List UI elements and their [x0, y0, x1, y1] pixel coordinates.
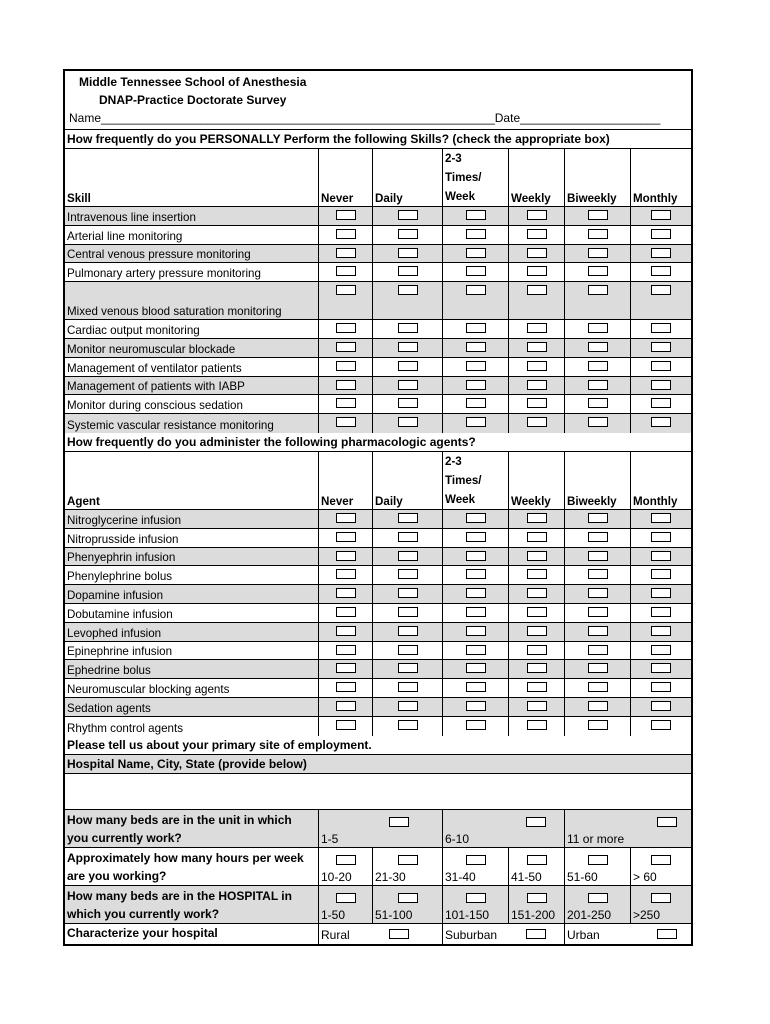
characterize-checkbox-suburban[interactable] — [526, 929, 546, 939]
agent-checkbox[interactable] — [398, 569, 418, 579]
col-biweekly: Biweekly — [565, 149, 631, 206]
skill-checkbox[interactable] — [527, 210, 547, 220]
agent-checkbox[interactable] — [336, 513, 356, 523]
skill-checkbox[interactable] — [336, 380, 356, 390]
characterize-row — [65, 924, 691, 944]
unit-beds-row — [65, 810, 691, 848]
agent-checkbox[interactable] — [651, 720, 671, 730]
skill-row — [65, 358, 691, 377]
name-field[interactable]: Name___________________________________________________________ — [69, 111, 495, 125]
hospital-beds-option: >250 — [633, 907, 661, 922]
skill-checkbox[interactable] — [651, 380, 671, 390]
unit-beds-option-11-more: 11 or more — [567, 831, 625, 846]
characterize-question: Characterize your hospital — [65, 924, 319, 944]
agent-checkbox[interactable] — [398, 682, 418, 692]
agent-label: Neuromuscular blocking agents — [65, 679, 319, 697]
agents-header-row — [65, 452, 691, 510]
agent-checkbox[interactable] — [527, 682, 547, 692]
agent-checkbox[interactable] — [336, 645, 356, 655]
agent-checkbox[interactable] — [398, 588, 418, 598]
col-never: Never — [319, 149, 373, 206]
skill-checkbox[interactable] — [588, 266, 608, 276]
skill-checkbox[interactable] — [398, 380, 418, 390]
agent-checkbox[interactable] — [527, 607, 547, 617]
characterize-option-urban: Urban — [567, 927, 600, 942]
skill-checkbox[interactable] — [651, 342, 671, 352]
skill-checkbox[interactable] — [466, 342, 486, 352]
skill-row — [65, 263, 691, 282]
col-biweekly: Biweekly — [565, 452, 631, 509]
agent-checkbox[interactable] — [588, 720, 608, 730]
col-2-3-times-week: 2-3 Times/ Week — [443, 452, 509, 509]
agent-column-header: Agent — [65, 452, 319, 509]
agent-checkbox[interactable] — [588, 682, 608, 692]
agent-label: Nitroglycerine infusion — [65, 510, 319, 528]
agent-checkbox[interactable] — [651, 663, 671, 673]
agent-row — [65, 585, 691, 604]
skill-checkbox[interactable] — [588, 323, 608, 333]
agent-checkbox[interactable] — [466, 513, 486, 523]
skill-checkbox[interactable] — [527, 285, 547, 295]
agent-label: Rhythm control agents — [65, 717, 319, 736]
skill-checkbox[interactable] — [527, 417, 547, 427]
agent-checkbox[interactable] — [588, 569, 608, 579]
col-monthly: Monthly — [633, 494, 678, 508]
agent-checkbox[interactable] — [336, 607, 356, 617]
skills-question: How frequently do you PERSONALLY Perform the following Skills? (check the appropriate box) — [67, 132, 610, 146]
agent-checkbox[interactable] — [466, 607, 486, 617]
skill-checkbox[interactable] — [588, 417, 608, 427]
skill-checkbox[interactable] — [527, 323, 547, 333]
agent-checkbox[interactable] — [527, 701, 547, 711]
hours-checkbox[interactable] — [588, 855, 608, 865]
agent-checkbox[interactable] — [398, 551, 418, 561]
date-field[interactable]: Date_____________________ — [494, 111, 661, 125]
agent-label: Levophed infusion — [65, 623, 319, 641]
agents-question-row — [65, 433, 691, 452]
skill-label: Pulmonary artery pressure monitoring — [65, 263, 319, 281]
skill-checkbox[interactable] — [588, 380, 608, 390]
agent-checkbox[interactable] — [398, 607, 418, 617]
agent-checkbox[interactable] — [651, 626, 671, 636]
unit-beds-option-6-10: 6-10 — [445, 831, 470, 846]
agent-checkbox[interactable] — [588, 645, 608, 655]
hospital-name-input[interactable] — [65, 774, 691, 810]
agents-question: How frequently do you administer the following pharmacologic agents? — [67, 434, 476, 449]
skill-label: Central venous pressure monitoring — [65, 245, 319, 263]
agent-row — [65, 510, 691, 529]
skill-checkbox[interactable] — [588, 210, 608, 220]
skill-checkbox[interactable] — [336, 229, 356, 239]
hospital-beds-checkbox[interactable] — [398, 893, 418, 903]
skills-header-row — [65, 149, 691, 207]
skill-label: Systemic vascular resistance monitoring — [65, 414, 319, 433]
agent-checkbox[interactable] — [398, 663, 418, 673]
skill-label: Management of ventilator patients — [65, 358, 319, 376]
agent-checkbox[interactable] — [527, 569, 547, 579]
agent-row — [65, 604, 691, 623]
skill-checkbox[interactable] — [651, 285, 671, 295]
characterize-option-suburban: Suburban — [445, 927, 498, 942]
agent-checkbox[interactable] — [588, 607, 608, 617]
agent-row — [65, 679, 691, 698]
skill-checkbox[interactable] — [398, 285, 418, 295]
hospital-beds-checkbox[interactable] — [651, 893, 671, 903]
skill-row — [65, 226, 691, 245]
unit-beds-option-1-5: 1-5 — [321, 831, 339, 846]
agent-row — [65, 566, 691, 585]
skill-checkbox[interactable] — [398, 229, 418, 239]
hospital-prompt-row — [65, 755, 691, 774]
skill-label: Management of patients with IABP — [65, 377, 319, 395]
agent-checkbox[interactable] — [398, 645, 418, 655]
skill-checkbox[interactable] — [398, 398, 418, 408]
skill-checkbox[interactable] — [651, 398, 671, 408]
agent-checkbox[interactable] — [651, 607, 671, 617]
skill-checkbox[interactable] — [336, 398, 356, 408]
agent-checkbox[interactable] — [651, 532, 671, 542]
agent-checkbox[interactable] — [651, 569, 671, 579]
hospital-beds-option: 1-50 — [321, 907, 346, 922]
hospital-beds-row — [65, 886, 691, 924]
skill-label: Intravenous line insertion — [65, 207, 319, 225]
survey-form — [63, 69, 693, 946]
agent-checkbox[interactable] — [466, 532, 486, 542]
skill-row — [65, 207, 691, 226]
agent-row — [65, 698, 691, 717]
agent-checkbox[interactable] — [466, 701, 486, 711]
skill-checkbox[interactable] — [588, 285, 608, 295]
agent-checkbox[interactable] — [527, 551, 547, 561]
agent-checkbox[interactable] — [466, 569, 486, 579]
agent-checkbox[interactable] — [527, 720, 547, 730]
skill-checkbox[interactable] — [336, 361, 356, 371]
agent-label: Nitroprusside infusion — [65, 529, 319, 547]
agent-checkbox[interactable] — [336, 569, 356, 579]
hours-question: Approximately how many hours per week are you working? — [65, 848, 319, 885]
col-weekly: Weekly — [509, 452, 565, 509]
skill-checkbox[interactable] — [527, 361, 547, 371]
hospital-prompt: Hospital Name, City, State (provide below) — [67, 756, 307, 771]
agent-checkbox[interactable] — [527, 626, 547, 636]
agent-row — [65, 623, 691, 642]
agents-table — [65, 510, 691, 736]
agent-checkbox[interactable] — [398, 720, 418, 730]
hours-checkbox[interactable] — [527, 855, 547, 865]
agent-checkbox[interactable] — [336, 682, 356, 692]
agent-row — [65, 717, 691, 736]
skill-label: Mixed venous blood saturation monitoring — [65, 282, 319, 319]
skill-row — [65, 414, 691, 433]
skill-checkbox[interactable] — [651, 210, 671, 220]
characterize-checkbox-urban[interactable] — [657, 929, 677, 939]
col-daily: Daily — [373, 149, 443, 206]
col-2-3-times-week: 2-3 Times/ Week — [443, 149, 509, 206]
hospital-beds-checkbox[interactable] — [466, 893, 486, 903]
skill-row — [65, 395, 691, 414]
skill-checkbox[interactable] — [527, 398, 547, 408]
skill-checkbox[interactable] — [398, 417, 418, 427]
hours-option: 51-60 — [567, 869, 598, 884]
skill-checkbox[interactable] — [398, 342, 418, 352]
agent-label: Phenylephrine bolus — [65, 566, 319, 584]
skill-checkbox[interactable] — [651, 417, 671, 427]
agent-checkbox[interactable] — [588, 588, 608, 598]
skill-checkbox[interactable] — [466, 398, 486, 408]
agent-checkbox[interactable] — [527, 663, 547, 673]
agent-checkbox[interactable] — [588, 513, 608, 523]
agent-row — [65, 529, 691, 548]
skill-checkbox[interactable] — [651, 248, 671, 258]
hospital-beds-checkbox[interactable] — [336, 893, 356, 903]
skill-checkbox[interactable] — [466, 417, 486, 427]
skill-checkbox[interactable] — [398, 266, 418, 276]
agent-checkbox[interactable] — [651, 701, 671, 711]
agent-checkbox[interactable] — [588, 701, 608, 711]
agent-checkbox[interactable] — [466, 682, 486, 692]
skill-checkbox[interactable] — [651, 229, 671, 239]
skill-checkbox[interactable] — [336, 417, 356, 427]
skill-checkbox[interactable] — [651, 361, 671, 371]
agent-checkbox[interactable] — [651, 551, 671, 561]
skill-checkbox[interactable] — [466, 266, 486, 276]
school-name: Middle Tennessee School of Anesthesia — [79, 75, 307, 89]
hospital-beds-option: 151-200 — [511, 907, 556, 922]
agent-checkbox[interactable] — [336, 588, 356, 598]
agent-row — [65, 548, 691, 567]
skill-checkbox[interactable] — [466, 248, 486, 258]
unit-beds-checkbox-1-5[interactable] — [389, 817, 409, 827]
agent-checkbox[interactable] — [651, 682, 671, 692]
characterize-option-rural: Rural — [321, 927, 350, 942]
agent-label: Phenyephrin infusion — [65, 548, 319, 566]
agent-checkbox[interactable] — [588, 532, 608, 542]
agent-label: Epinephrine infusion — [65, 642, 319, 660]
unit-beds-question: How many beds are in the unit in which you currently work? — [65, 810, 319, 847]
agent-checkbox[interactable] — [588, 626, 608, 636]
agent-label: Sedation agents — [65, 698, 319, 716]
title-block — [65, 71, 691, 130]
agent-label: Dopamine infusion — [65, 585, 319, 603]
hours-option: 31-40 — [445, 869, 476, 884]
col-daily: Daily — [373, 452, 443, 509]
employment-intro: Please tell us about your primary site of employment. — [67, 737, 372, 752]
skill-checkbox[interactable] — [466, 210, 486, 220]
skill-checkbox[interactable] — [527, 229, 547, 239]
skills-question-row — [65, 130, 691, 149]
agent-checkbox[interactable] — [336, 701, 356, 711]
skill-checkbox[interactable] — [466, 323, 486, 333]
hospital-beds-checkbox[interactable] — [527, 893, 547, 903]
agent-checkbox[interactable] — [336, 532, 356, 542]
skill-row — [65, 245, 691, 264]
agent-checkbox[interactable] — [336, 720, 356, 730]
skill-checkbox[interactable] — [527, 342, 547, 352]
skill-checkbox[interactable] — [466, 229, 486, 239]
skill-checkbox[interactable] — [466, 285, 486, 295]
agent-label: Dobutamine infusion — [65, 604, 319, 622]
hospital-beds-option: 201-250 — [567, 907, 612, 922]
agent-checkbox[interactable] — [466, 645, 486, 655]
hospital-beds-option: 51-100 — [375, 907, 413, 922]
hours-checkbox[interactable] — [466, 855, 486, 865]
agent-checkbox[interactable] — [527, 532, 547, 542]
skill-checkbox[interactable] — [336, 342, 356, 352]
hours-option: 10-20 — [321, 869, 352, 884]
agent-checkbox[interactable] — [466, 626, 486, 636]
skill-row — [65, 282, 691, 320]
hours-checkbox[interactable] — [398, 855, 418, 865]
skill-label: Monitor during conscious sedation — [65, 395, 319, 413]
skill-checkbox[interactable] — [336, 248, 356, 258]
agent-checkbox[interactable] — [466, 720, 486, 730]
skill-checkbox[interactable] — [651, 266, 671, 276]
employment-intro-row — [65, 736, 691, 755]
skill-checkbox[interactable] — [336, 285, 356, 295]
skills-table — [65, 207, 691, 433]
skill-checkbox[interactable] — [588, 229, 608, 239]
skill-checkbox[interactable] — [527, 380, 547, 390]
skill-checkbox[interactable] — [336, 210, 356, 220]
skill-row — [65, 320, 691, 339]
skill-column-header: Skill — [65, 149, 319, 206]
col-never: Never — [319, 452, 373, 509]
hours-option: 21-30 — [375, 869, 406, 884]
agent-checkbox[interactable] — [466, 551, 486, 561]
hours-option: 41-50 — [511, 869, 542, 884]
unit-beds-checkbox-6-10[interactable] — [526, 817, 546, 827]
skill-checkbox[interactable] — [527, 248, 547, 258]
col-weekly: Weekly — [509, 149, 565, 206]
agent-checkbox[interactable] — [398, 532, 418, 542]
agent-checkbox[interactable] — [527, 513, 547, 523]
skill-label: Cardiac output monitoring — [65, 320, 319, 338]
skill-checkbox[interactable] — [466, 361, 486, 371]
skill-checkbox[interactable] — [398, 210, 418, 220]
skill-checkbox[interactable] — [336, 266, 356, 276]
col-monthly: Monthly — [633, 192, 678, 205]
skill-row — [65, 339, 691, 358]
agent-checkbox[interactable] — [651, 588, 671, 598]
agent-checkbox[interactable] — [398, 701, 418, 711]
survey-title: DNAP-Practice Doctorate Survey — [99, 93, 287, 107]
skill-label: Arterial line monitoring — [65, 226, 319, 244]
unit-beds-checkbox-11-more[interactable] — [657, 817, 677, 827]
agent-checkbox[interactable] — [398, 626, 418, 636]
skill-checkbox[interactable] — [527, 266, 547, 276]
hours-checkbox[interactable] — [336, 855, 356, 865]
hospital-beds-checkbox[interactable] — [588, 893, 608, 903]
agent-checkbox[interactable] — [336, 663, 356, 673]
agent-row — [65, 660, 691, 679]
skill-label: Monitor neuromuscular blockade — [65, 339, 319, 357]
hours-option: > 60 — [633, 869, 657, 884]
skill-checkbox[interactable] — [398, 323, 418, 333]
skill-checkbox[interactable] — [398, 361, 418, 371]
hospital-beds-option: 101-150 — [445, 907, 490, 922]
skill-checkbox[interactable] — [651, 323, 671, 333]
skill-checkbox[interactable] — [588, 248, 608, 258]
agent-checkbox[interactable] — [588, 663, 608, 673]
skill-checkbox[interactable] — [588, 361, 608, 371]
agent-checkbox[interactable] — [527, 588, 547, 598]
agent-checkbox[interactable] — [336, 551, 356, 561]
agent-row — [65, 642, 691, 661]
agent-label: Ephedrine bolus — [65, 660, 319, 678]
agent-checkbox[interactable] — [651, 645, 671, 655]
skill-checkbox[interactable] — [398, 248, 418, 258]
agent-checkbox[interactable] — [527, 645, 547, 655]
agent-checkbox[interactable] — [588, 551, 608, 561]
skill-checkbox[interactable] — [588, 342, 608, 352]
hours-checkbox[interactable] — [651, 855, 671, 865]
hours-row — [65, 848, 691, 886]
skill-checkbox[interactable] — [588, 398, 608, 408]
agent-checkbox[interactable] — [466, 663, 486, 673]
skill-checkbox[interactable] — [466, 380, 486, 390]
agent-checkbox[interactable] — [651, 513, 671, 523]
skill-row — [65, 377, 691, 396]
characterize-checkbox-rural[interactable] — [389, 929, 409, 939]
hospital-beds-question: How many beds are in the HOSPITAL in which you currently work? — [65, 886, 319, 923]
skill-checkbox[interactable] — [336, 323, 356, 333]
agent-checkbox[interactable] — [398, 513, 418, 523]
agent-checkbox[interactable] — [336, 626, 356, 636]
agent-checkbox[interactable] — [466, 588, 486, 598]
